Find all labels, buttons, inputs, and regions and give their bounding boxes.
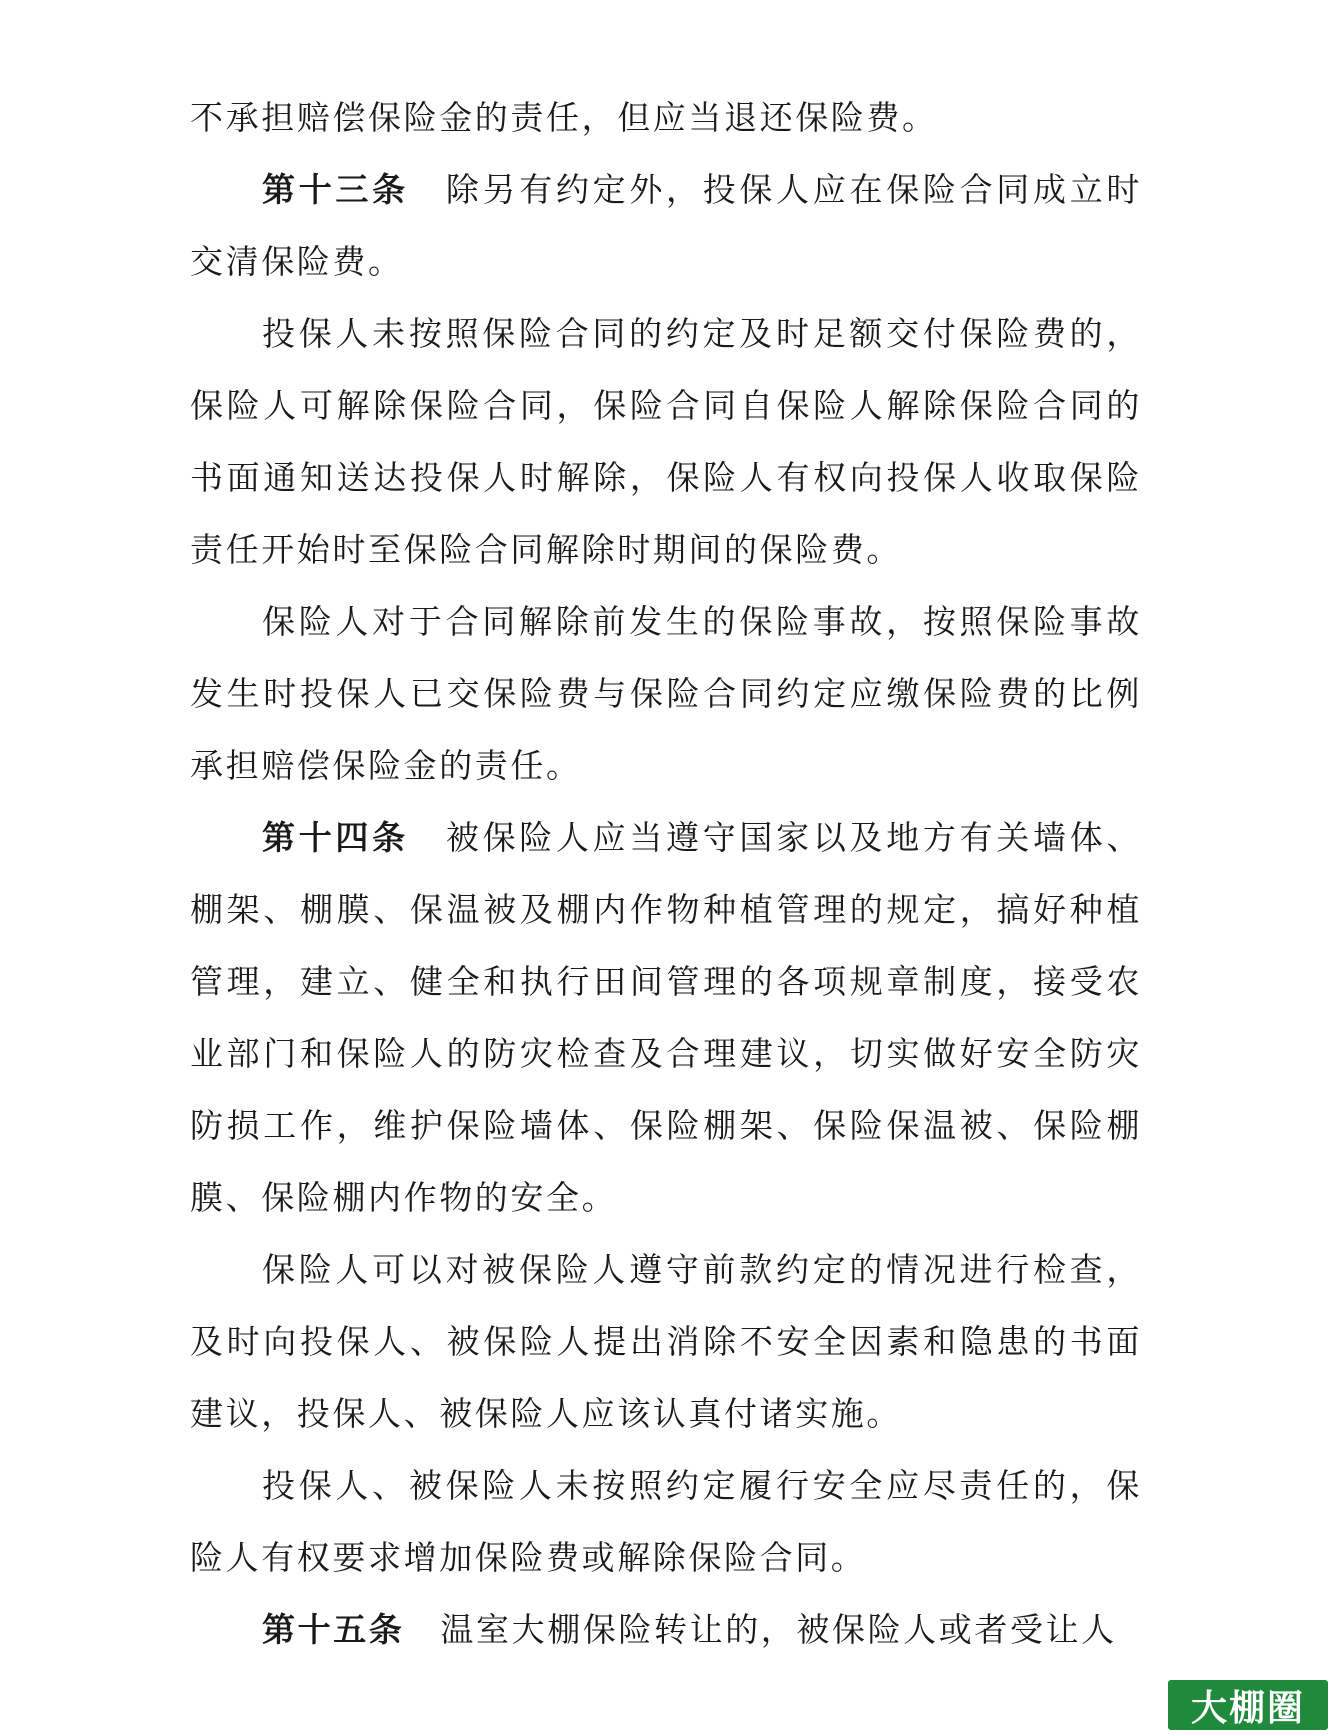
paragraph-2	[190, 298, 1142, 586]
paragraph-0	[190, 82, 1142, 154]
paragraph-article-14	[190, 802, 1142, 1234]
paragraph-5	[190, 1234, 1142, 1450]
paragraph-article-15	[190, 1594, 1142, 1666]
paragraph-text: 不承担赔偿保险金的责任，但应当退还保险费。	[190, 98, 938, 137]
article-number: 第十三条	[262, 170, 409, 209]
paragraph-text: 除另有约定外，投保人应在保险合同成立时交清保险费。	[190, 170, 1142, 281]
paragraph-text: 投保人未按照保险合同的约定及时足额交付保险费的，保险人可解除保险合同，保险合同自保险人解除保险合同的书面通知送达投保人时解除，保险人有权向投保人收取保险责任开始时至保险合同解除时期间的保险费。	[190, 314, 1142, 569]
paragraph-3	[190, 586, 1142, 802]
paragraph-text: 保险人对于合同解除前发生的保险事故，按照保险事故发生时投保人已交保险费与保险合同约定应缴保险费的比例承担赔偿保险金的责任。	[190, 602, 1142, 785]
paragraph-text: 被保险人应当遵守国家以及地方有关墙体、棚架、棚膜、保温被及棚内作物种植管理的规定，搞好种植管理，建立、健全和执行田间管理的各项规章制度，接受农业部门和保险人的防灾检查及合理建议，切实做好安全防灾防损工作，维护保险墙体、保险棚架、保险保温被、保险棚膜、保险棚内作物的安全。	[190, 818, 1142, 1217]
watermark-logo	[1168, 1680, 1328, 1730]
article-number: 第十五条	[262, 1610, 405, 1649]
watermark-text: 大棚圈	[1190, 1687, 1305, 1729]
document-page	[190, 82, 1142, 1666]
paragraph-text: 保险人可以对被保险人遵守前款约定的情况进行检查，及时向投保人、被保险人提出消除不安全因素和隐患的书面建议，投保人、被保险人应该认真付诸实施。	[190, 1250, 1142, 1433]
paragraph-text: 投保人、被保险人未按照约定履行安全应尽责任的，保险人有权要求增加保险费或解除保险合同。	[190, 1466, 1142, 1577]
paragraph-text: 温室大棚保险转让的，被保险人或者受让人	[440, 1610, 1117, 1649]
paragraph-article-13	[190, 154, 1142, 298]
article-number: 第十四条	[262, 818, 409, 857]
paragraph-6	[190, 1450, 1142, 1594]
